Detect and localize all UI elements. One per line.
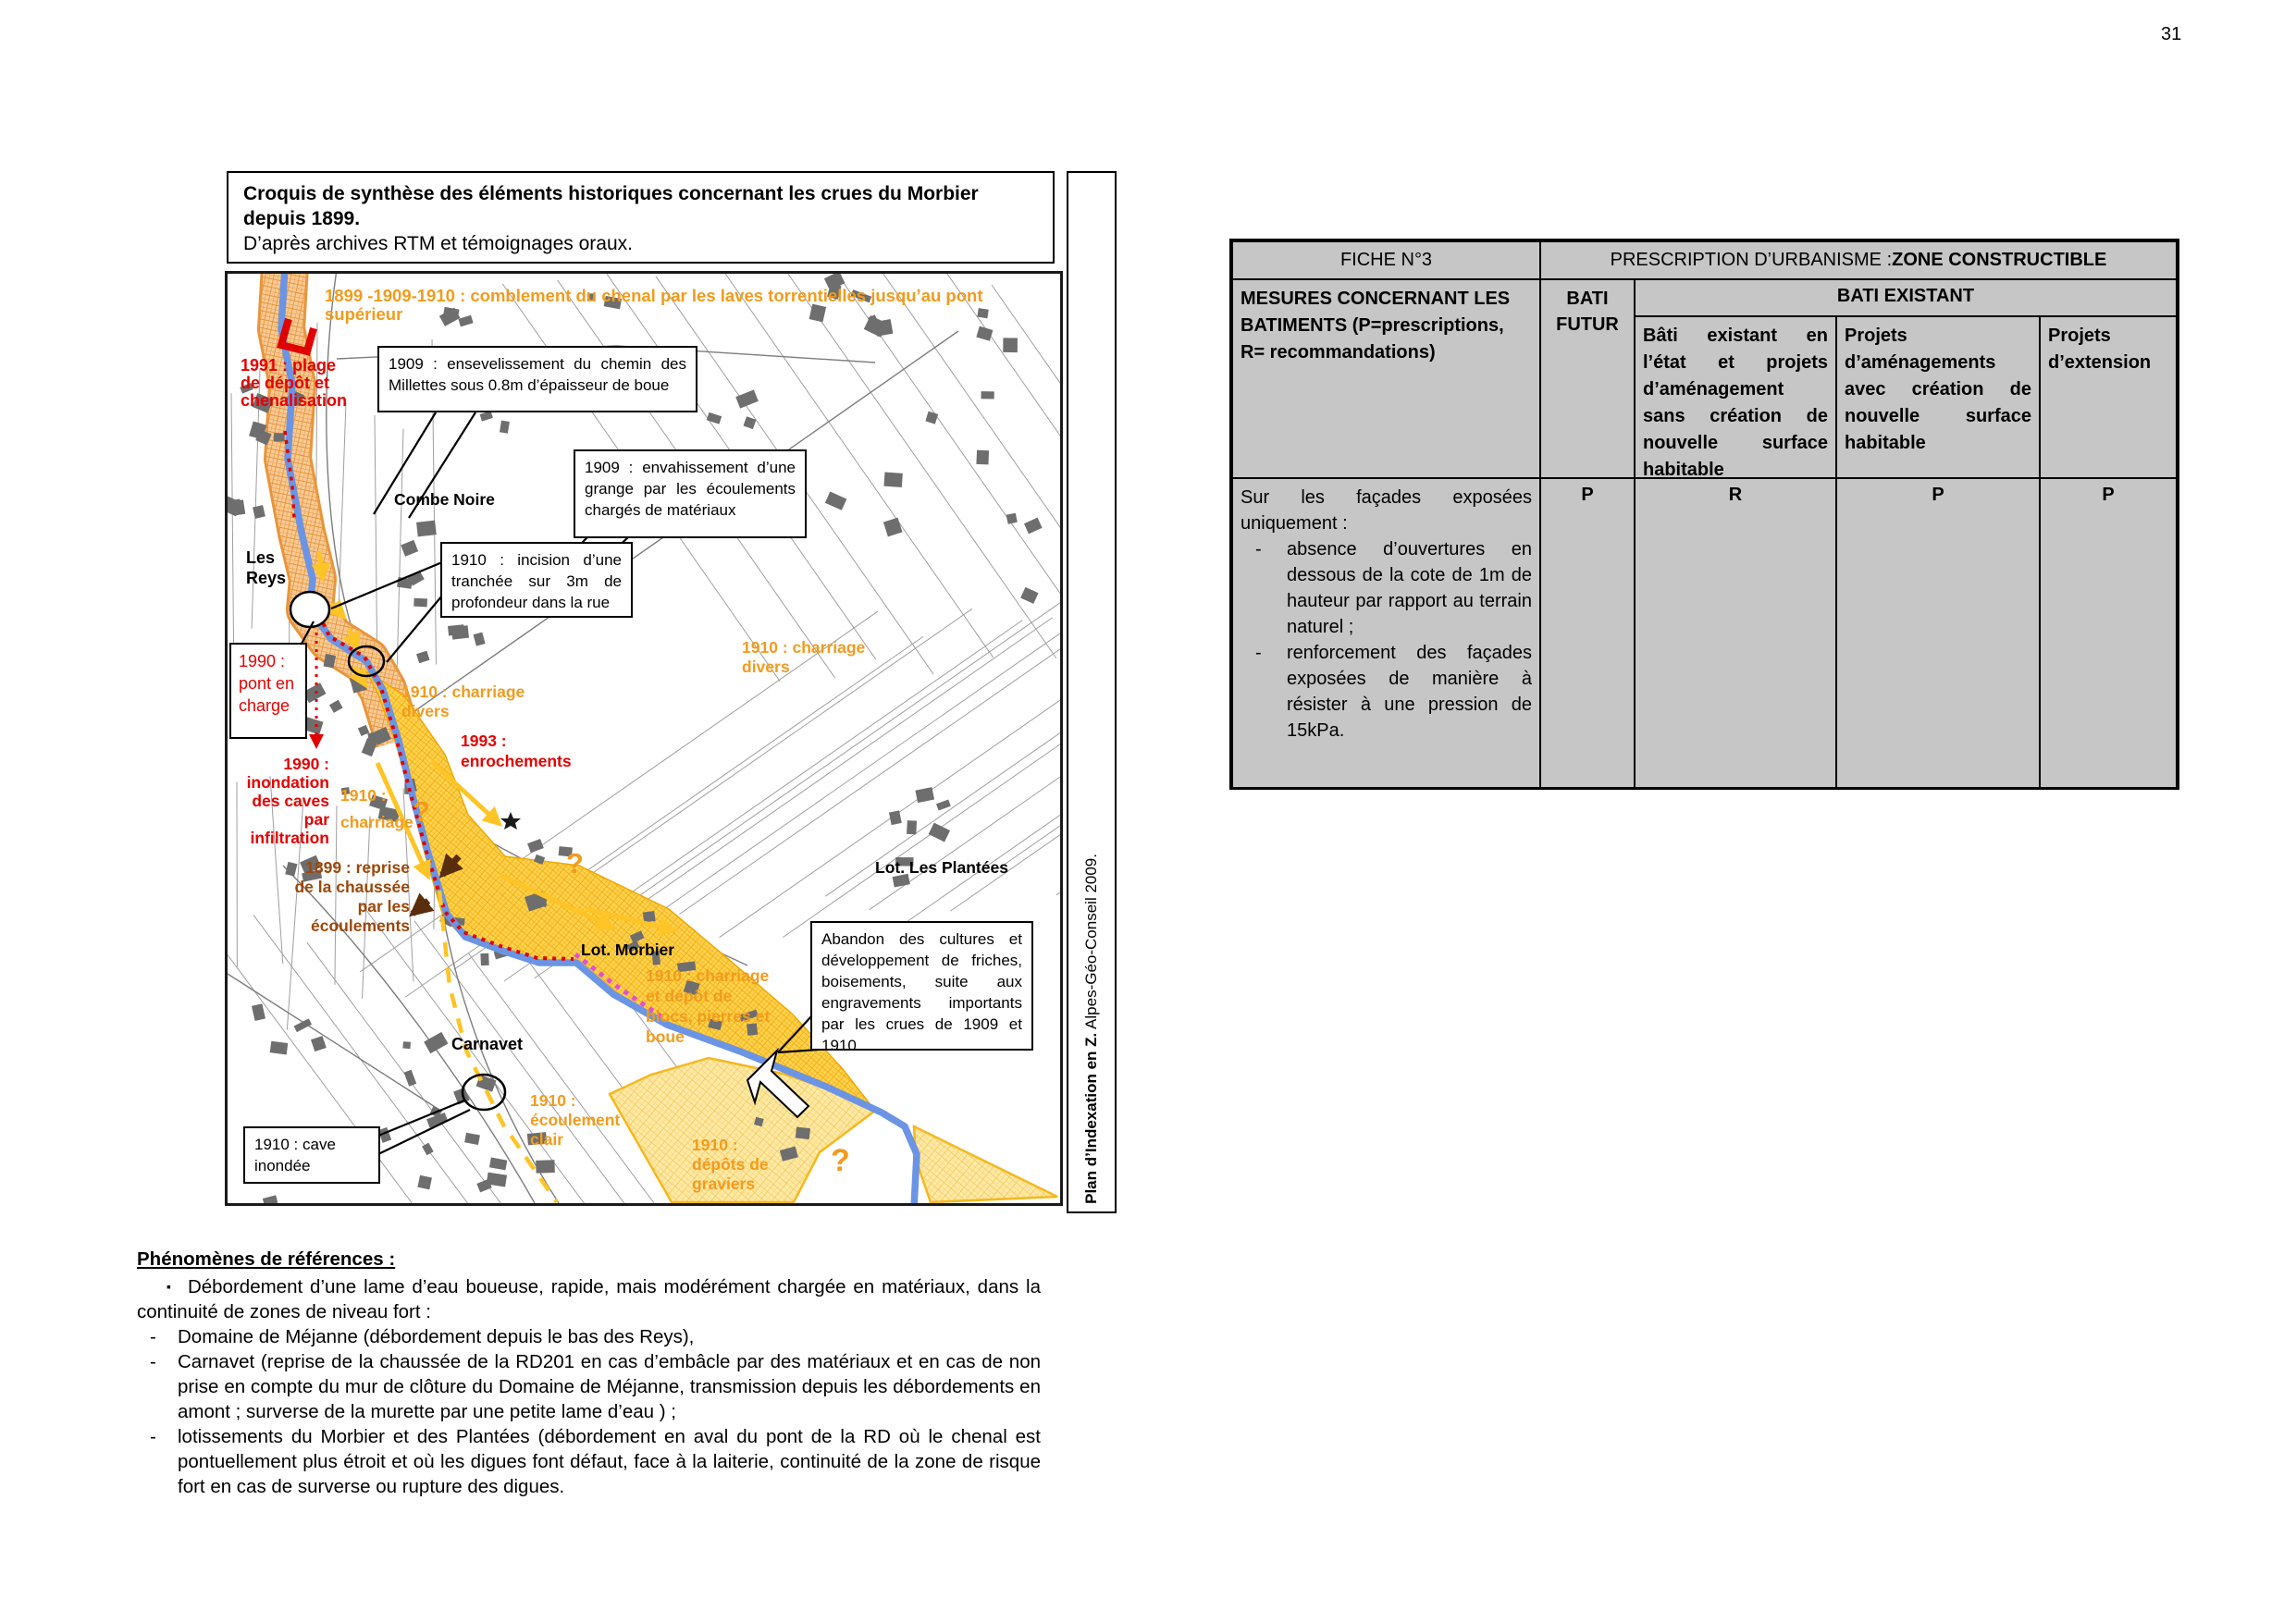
bati-futur-cell: BATI FUTUR xyxy=(1540,279,1635,478)
callout-envahissement-1909: 1909 : envahissement d’une grange par les écoulements chargés de matériaux xyxy=(574,449,807,538)
phenomene-item-carnavet: - Carnavet (reprise de la chaussée de la RD201 en cas d’embâcle par des matériaux et en cas de non prise en compte du mur de clôture du Domaine de Méjanne, transmission depuis les débordements en amont ; surverse de la murette par une petite lame d’eau ) ; xyxy=(150,1351,1041,1422)
label-reprise-chaussee-1899: 1899 : reprise de la chaussée par les écoulements xyxy=(294,858,410,935)
question-mark-charriage: ? xyxy=(413,795,430,828)
bati-existant-cell: BATI EXISTANT xyxy=(1635,279,2177,316)
map-title-box xyxy=(227,171,1055,264)
mesure-intro: Sur les façades exposées uniquement : xyxy=(1241,487,1532,534)
question-mark-graviers: ? xyxy=(831,1143,850,1178)
label-charriage-depot-1910: 1910 : charriage et dépôt de blocs, pierres et boue xyxy=(646,966,771,1046)
label-charriage-divers-right: 1910 : charriage divers xyxy=(742,638,866,676)
phenomene-item-lotissements: - lotissements du Morbier et des Plantées (débordement en aval du pont de la RD où le chenal est pontuellement plus étroit et où les digues font défaut, face à la laiterie, continuité de la zone de risque fort en cas de surverse ou rupture des digues. xyxy=(150,1426,1041,1497)
value-bati-etat: R xyxy=(1635,478,1836,788)
label-combe-noire: Combe Noire xyxy=(394,490,495,509)
deposit-zone-right xyxy=(914,1126,1057,1202)
sidebar-caption-rest: Alpes-Géo-Conseil 2009. xyxy=(1082,854,1100,1033)
value-projets-extension: P xyxy=(2040,478,2177,788)
parcel-lines xyxy=(228,274,1060,1203)
sidebar-caption-bold: Plan d’Indexation en Z. xyxy=(1082,1032,1100,1204)
map-drawing xyxy=(228,274,1060,1203)
pont-circle xyxy=(290,592,329,627)
label-comblement-1899-1910: 1899 -1909-1910 : comblement du chenal par les laves torrentielles jusqu’au pont supérieur xyxy=(325,286,983,324)
phenomenes-intro: ▪ Débordement d’une lame d’eau boueuse, rapide, mais modérément chargée en matériaux, dans la continuité de zones de niveau fort : xyxy=(137,1276,1041,1322)
label-les-reys: Les Reys xyxy=(246,548,287,587)
label-ecoulement-clair-1910: 1910 : écoulement clair xyxy=(530,1091,621,1149)
label-enrochements-1993: 1993 : enrochements xyxy=(461,732,572,770)
label-charriage-divers-left: 1910 : charriage divers xyxy=(401,682,525,720)
phenomenes-section xyxy=(137,1247,1041,1499)
label-carnavet: Carnavet xyxy=(451,1035,524,1053)
map-subtitle: D’après archives RTM et témoignages oraux. xyxy=(243,233,633,254)
label-charriage-1910: 1910 : charriage xyxy=(340,786,414,831)
value-projets-amenagement: P xyxy=(1836,478,2040,788)
callout-cave-inondee-1910: 1910 : cave inondée xyxy=(243,1126,380,1184)
value-bati-futur: P xyxy=(1540,478,1635,788)
subheader-bati-etat: Bâti existant en l’état et projets d’aménagement sans création de nouvelle surface habitable xyxy=(1635,316,1836,478)
page-number: 31 xyxy=(2161,24,2182,44)
star-icon xyxy=(500,812,521,830)
label-lot-les-plantees: Lot. Les Plantées xyxy=(875,858,1008,877)
prescription-prefix: PRESCRIPTION D’URBANISME : xyxy=(1610,250,1893,270)
subheader-projets-extension: Projets d’extension xyxy=(2040,316,2177,478)
callout-ensevelissement-1909: 1909 : ensevelissement du chemin des Millettes sous 0.8m d’épaisseur de boue xyxy=(377,346,697,412)
mesure-description-cell xyxy=(1232,478,1540,788)
callout-pont-en-charge-1990: 1990 : pont en charge xyxy=(229,643,307,739)
phenomene-item-mejanne: - Domaine de Méjanne (débordement depuis le bas des Reys), xyxy=(150,1326,695,1347)
prescription-cell xyxy=(1540,241,2177,279)
map-title: Croquis de synthèse des éléments historiques concernant les crues du Morbier depuis 1899. xyxy=(243,183,979,229)
prescription-zone: ZONE CONSTRUCTIBLE xyxy=(1892,250,2107,270)
historical-flood-sketch-map xyxy=(225,271,1063,1206)
map-source-sidebar xyxy=(1067,171,1117,1213)
sidebar-caption xyxy=(1082,854,1101,1204)
label-depots-graviers-1910: 1910 : dépôts de graviers xyxy=(692,1136,769,1193)
fiche-urbanisme-table xyxy=(1229,239,2179,790)
subheader-projets-amenagement: Projets d’aménagements avec création de nouvelle surface habitable xyxy=(1836,316,2040,478)
callout-abandon-cultures: Abandon des cultures et développement de friches, boisements, suite aux engravements importants par les crues de 1909 et 1910. xyxy=(810,921,1033,1051)
mesures-cell: MESURES CONCERNANT LES BATIMENTS (P=prescriptions, R= recommandations) xyxy=(1232,279,1540,478)
label-plage-1991: 1991 : plage de dépôt et chenalisation xyxy=(241,356,348,410)
fiche-number-cell: FICHE N°3 xyxy=(1232,241,1540,279)
red-arrowhead xyxy=(309,734,324,749)
buildings xyxy=(228,274,1043,1203)
phenomenes-heading: Phénomènes de références : xyxy=(137,1248,396,1270)
label-inondation-caves-1990: 1990 : inondation des caves par infiltration xyxy=(246,755,329,847)
callout-incision-1910: 1910 : incision d’une tranchée sur 3m de profondeur dans la rue xyxy=(440,542,633,618)
label-lot-morbier: Lot. Morbier xyxy=(581,941,675,959)
mesure-item: - absence d’ouvertures en dessous de la cote de 1m de hauteur par rapport au terrain naturel ; xyxy=(1255,539,1532,637)
question-mark-morbier: ? xyxy=(566,847,584,879)
mesure-item: - renforcement des façades exposées de manière à résister à une pression de 15kPa. xyxy=(1255,643,1532,741)
